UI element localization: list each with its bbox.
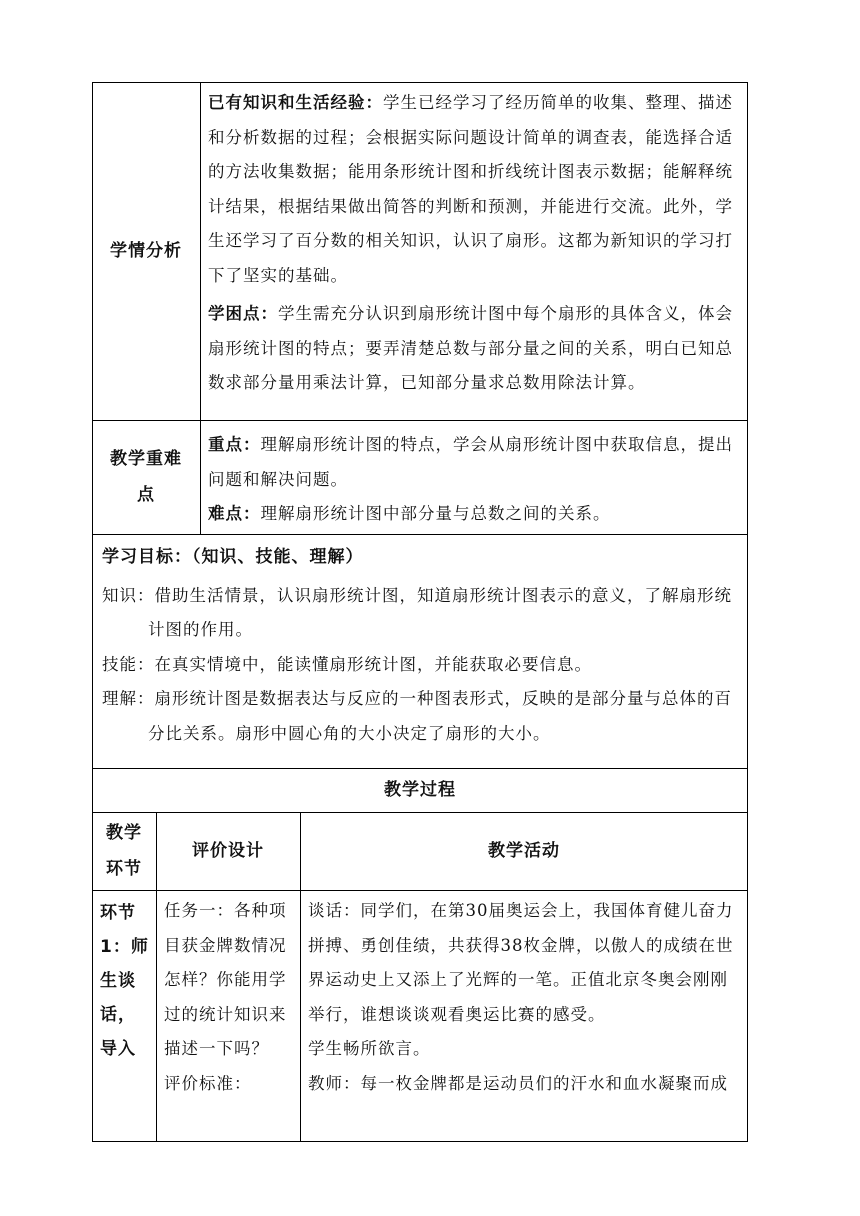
table-border-right [747,82,748,1142]
col-header-activity [300,812,748,890]
col-header-stage-text: 教学环节 [106,823,142,879]
key-point-title: 重点： [208,435,261,454]
row-divider [92,420,748,421]
key-point-text: 理解扇形统计图的特点，学会从扇形统计图中获取信息，提出问题和解决问题。 [208,435,733,489]
eval-1-task: 任务一：各种项目获金牌数情况怎样？你能用学过的统计知识来描述一下吗？ [164,901,287,1058]
col-header-activity-text: 教学活动 [488,841,560,861]
learner-analysis-label [92,82,200,420]
prior-knowledge-title: 已有知识和生活经验： [208,93,383,112]
difficulty-text: 学生需充分认识到扇形统计图中每个扇形的具体含义，体会扇形统计图的特点；要弄清楚总数与部分量之间的关系，明白已知总数求部分量用乘法计算，已知部分量求总数用除法计算。 [208,304,733,392]
prior-knowledge-paragraph [208,86,740,293]
lesson-plan-table [92,82,748,1142]
key-points-label-text: 教学重难点 [110,449,182,505]
activity-1-students: 学生畅所欲言。 [308,1039,431,1058]
objective-knowledge: 知识：借助生活情景，认识扇形统计图，知道扇形统计图表示的意义，了解扇形统计图的作用。 [102,585,732,639]
prior-knowledge-text: 学生已经学习了经历简单的收集、整理、描述和分析数据的过程；会根据实际问题设计简单的调查表，能选择合适的方法收集数据；能用条形统计图和折线统计图表示数据；能解释统计结果，根据结果做出简答的判断和预测，并能进行交流。此外，学生还学习了百分数的相关知识，认识了扇形。这都为新知识的学习打下了坚实的基础。 [208,93,733,285]
eval-1-content [164,894,296,1101]
key-point-paragraph [208,428,740,497]
learner-analysis-content [208,86,740,401]
row-divider [92,534,748,535]
key-points-content [208,428,740,532]
objectives-heading: 学习目标：（知识、技能、理解） [102,547,364,567]
col-header-eval [156,812,300,890]
process-title [92,768,748,812]
col-divider [200,82,201,534]
activity-1-content [308,894,742,1101]
col-header-stage [92,812,156,890]
table-border-bottom [92,1141,748,1142]
hard-point-paragraph [208,497,740,532]
objective-understanding: 理解：扇形统计图是数据表达与反应的一种图表形式，反映的是部分量与总体的百分比关系。扇形中圆心角的大小决定了扇形的大小。 [102,689,732,743]
objectives-content [102,540,740,751]
key-points-label [106,420,186,534]
eval-1-criteria: 评价标准： [164,1073,252,1093]
hard-point-text: 理解扇形统计图中部分量与总数之间的关系。 [260,504,611,523]
col-header-eval-text: 评价设计 [192,841,264,861]
difficulty-title: 学困点： [208,304,278,323]
row-divider [92,890,748,891]
stage-1-label [100,896,152,1066]
hard-point-title: 难点： [208,504,261,523]
activity-1-talk: 谈话：同学们，在第30届奥运会上，我国体育健儿奋力拼搏、勇创佳绩，共获得38枚金牌，以傲人的成绩在世界运动史上又添上了光辉的一笔。正值北京冬奥会刚刚举行，谁想谈谈观看奥运比赛的感受。 [308,901,734,1024]
stage-1-label-text: 环节1：师生谈话，导入 [100,903,149,1059]
objective-skill: 技能：在真实情境中，能读懂扇形统计图，并能获取必要信息。 [102,654,592,674]
activity-1-teacher: 教师：每一枚金牌都是运动员们的汗水和血水凝聚而成 [308,1073,728,1093]
learner-analysis-label-text: 学情分析 [110,241,182,261]
difficulty-paragraph [208,297,740,401]
process-title-text: 教学过程 [384,780,456,800]
